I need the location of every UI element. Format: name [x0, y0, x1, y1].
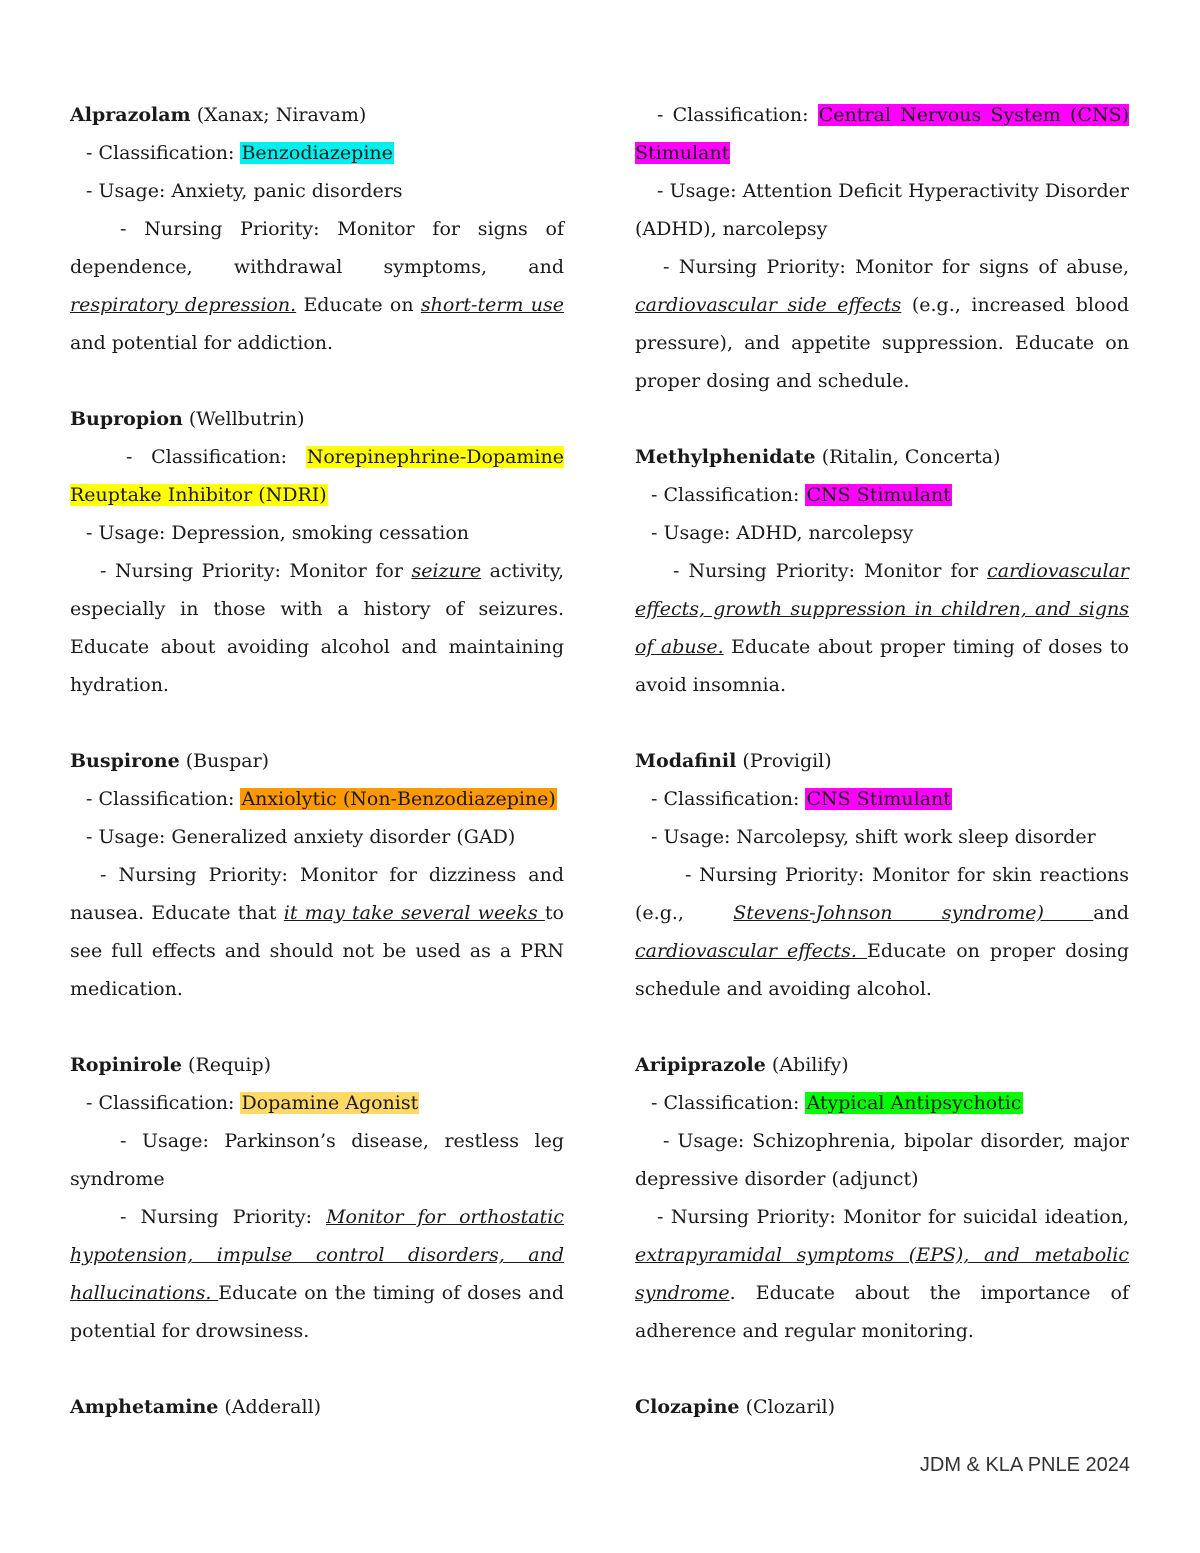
classification-label: - Classification: [86, 142, 241, 164]
drug-clozapine [635, 1388, 1129, 1426]
classification-label: - Classification: [651, 484, 806, 506]
drug-ropinirole [70, 1046, 564, 1350]
drug-name: Methylphenidate [635, 446, 816, 468]
right-column [635, 96, 1129, 1426]
nursing-priority [635, 1198, 1129, 1350]
usage-line: - Usage: Depression, smoking cessation [86, 522, 470, 544]
page-footer: JDM & KLA PNLE 2024 [919, 1454, 1130, 1476]
classification-line [70, 780, 564, 818]
np-emphasis: extrapyramidal symptoms (EPS), and metabolic syndrome [635, 1244, 1129, 1304]
usage-line: - Usage: Generalized anxiety disorder (GAD) [86, 826, 516, 848]
drug-name: Bupropion [70, 408, 183, 430]
classification-line [70, 1084, 564, 1122]
drug-modafinil [635, 742, 1129, 1008]
np-text: to see full effects and should not be used as a PRN medication. [70, 902, 564, 1000]
classification-label: - Classification: [657, 104, 818, 126]
drug-name: Modafinil [635, 750, 737, 772]
classification-label: - Classification: [86, 788, 241, 810]
np-text: and [1093, 902, 1129, 924]
drug-amphetamine [70, 1388, 564, 1426]
drug-name: Aripiprazole [635, 1054, 766, 1076]
classification-line [635, 1084, 1129, 1122]
drug-title [70, 742, 564, 780]
classification-label: - Classification: [86, 1092, 241, 1114]
brand-names: (Ritalin, Concerta) [815, 446, 1001, 468]
drug-title [635, 742, 1129, 780]
np-emphasis: Monitor for orthostatic hypotension, impulse control disorders, and hallucinations. [70, 1206, 564, 1304]
drug-buspirone [70, 742, 564, 1008]
drug-title [635, 438, 1129, 476]
usage-line: - Usage: Narcolepsy, shift work sleep disorder [651, 826, 1096, 848]
brand-names: (Buspar) [179, 750, 270, 772]
classification-highlight: Central Nervous System (CNS) Stimulant [635, 104, 1129, 164]
brand-names: (Adderall) [218, 1396, 322, 1418]
drug-methylphenidate [635, 438, 1129, 704]
np-text: - Nursing Priority: Monitor for signs of dependence, withdrawal symptoms, and [70, 218, 564, 278]
drug-amphetamine-continued [635, 96, 1129, 400]
np-emphasis: short-term use [420, 294, 564, 316]
np-emphasis: cardiovascular side effects [635, 294, 902, 316]
drug-title [635, 1046, 1129, 1084]
np-text: - Nursing Priority: Monitor for suicidal ideation, [657, 1206, 1129, 1228]
drug-name: Amphetamine [70, 1396, 219, 1418]
classification-highlight: Benzodiazepine [241, 142, 393, 164]
np-emphasis: Stevens-Johnson syndrome) [733, 902, 1094, 924]
classification-label: - Classification: [651, 1092, 806, 1114]
usage-line: - Usage: Schizophrenia, bipolar disorder, major depressive disorder (adjunct) [635, 1130, 1129, 1190]
classification-line [635, 780, 1129, 818]
np-text: - Nursing Priority: Monitor for skin reactions (e.g., [635, 864, 1129, 924]
drug-name: Alprazolam [70, 104, 191, 126]
np-text: - Nursing Priority: [120, 1206, 327, 1228]
np-emphasis: seizure [411, 560, 482, 582]
nursing-priority [635, 856, 1129, 1008]
drug-name: Buspirone [70, 750, 180, 772]
usage-line: - Usage: Attention Deficit Hyperactivity Disorder (ADHD), narcolepsy [635, 180, 1129, 240]
np-text: Educate about proper timing of doses to avoid insomnia. [635, 636, 1129, 696]
brand-names: (Xanax; Niravam) [190, 104, 367, 126]
np-text: activity, especially in those with a history of seizures. Educate about avoiding alcohol and maintaining hydration. [70, 560, 564, 696]
nursing-priority [635, 552, 1129, 704]
np-emphasis: cardiovascular effects. [635, 940, 868, 962]
np-text: (e.g., increased blood pressure), and appetite suppression. Educate on proper dosing and schedule. [635, 294, 1129, 392]
classification-line [635, 476, 1129, 514]
classification-highlight: Norepinephrine-Dopamine Reuptake Inhibitor (NDRI) [70, 446, 564, 506]
classification-label: - Classification: [126, 446, 306, 468]
drug-alprazolam [70, 96, 564, 362]
classification-highlight: CNS Stimulant [806, 484, 951, 506]
drug-title [70, 400, 564, 438]
classification-highlight: CNS Stimulant [806, 788, 951, 810]
drug-title [635, 1388, 1129, 1426]
classification-label: - Classification: [651, 788, 806, 810]
np-text: - Nursing Priority: Monitor for signs of abuse, [663, 256, 1129, 278]
classification-highlight: Anxiolytic (Non-Benzodiazepine) [241, 788, 556, 810]
brand-names: (Requip) [182, 1054, 272, 1076]
drug-title [70, 96, 564, 134]
np-text: - Nursing Priority: Monitor for dizziness and nausea. Educate that [70, 864, 564, 924]
drug-name: Ropinirole [70, 1054, 182, 1076]
drug-aripiprazole [635, 1046, 1129, 1350]
classification-highlight: Dopamine Agonist [241, 1092, 419, 1114]
usage-line: - Usage: Parkinson’s disease, restless leg syndrome [70, 1130, 564, 1190]
np-text: Educate on [296, 294, 421, 316]
np-text: Educate on proper dosing schedule and avoiding alcohol. [635, 940, 1129, 1000]
brand-names: (Wellbutrin) [182, 408, 305, 430]
left-column [70, 96, 564, 1426]
np-text: - Nursing Priority: Monitor for [100, 560, 412, 582]
np-text: . Educate about the importance of adherence and regular monitoring. [635, 1282, 1129, 1342]
brand-names: (Clozaril) [739, 1396, 836, 1418]
nursing-priority [70, 1198, 564, 1350]
nursing-priority [635, 248, 1129, 400]
drug-title [70, 1046, 564, 1084]
drug-title [70, 1388, 564, 1426]
np-emphasis: it may take several weeks [283, 902, 545, 924]
drug-bupropion [70, 400, 564, 704]
drug-name: Clozapine [635, 1396, 740, 1418]
nursing-priority [70, 856, 564, 1008]
np-emphasis: cardiovascular effects, growth suppression in children, and signs of abuse. [635, 560, 1129, 658]
usage-line: - Usage: Anxiety, panic disorders [86, 180, 403, 202]
brand-names: (Abilify) [765, 1054, 849, 1076]
np-text: Educate on the timing of doses and potential for drowsiness. [70, 1282, 564, 1342]
usage-line: - Usage: ADHD, narcolepsy [651, 522, 914, 544]
np-text: - Nursing Priority: Monitor for [673, 560, 988, 582]
classification-line [70, 438, 564, 514]
brand-names: (Provigil) [736, 750, 832, 772]
classification-line [635, 96, 1129, 172]
nursing-priority [70, 210, 564, 362]
np-emphasis: respiratory depression. [70, 294, 297, 316]
nursing-priority [70, 552, 564, 704]
classification-line [70, 134, 564, 172]
np-text: and potential for addiction. [70, 332, 334, 354]
classification-highlight: Atypical Antipsychotic [806, 1092, 1022, 1114]
